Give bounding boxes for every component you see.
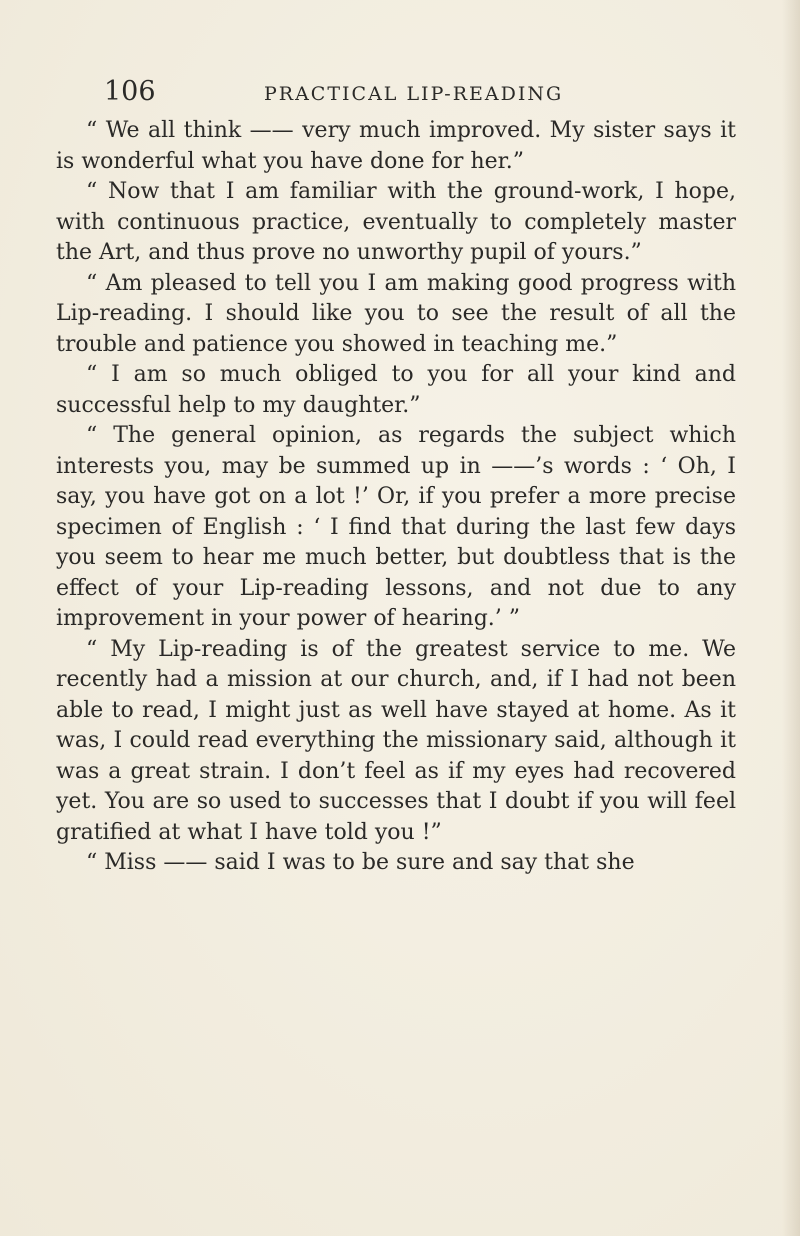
paragraph-6: “ My Lip-reading is of the greatest service to me. We recently had a mission at our church, and, if I had not been able to read, I might just as well have stayed at home. As it was, I could read everything the missionary said, although it was a great strain. I don’t feel as if my eyes had recovered yet. You are so used to successes that I doubt if you will feel gratified at what I have told you !” (56, 636, 736, 845)
page-edge-shadow (782, 0, 800, 1236)
paragraph-5: “ The general opinion, as regards the subject which interests you, may be summed up in ——’s words : ‘ Oh, I say, you have got on a lot !’ Or, if you prefer a more precise specimen of English : ‘ I find that during the last few days you seem to hear me much better, but doubtless that is the effect of your Lip-reading lessons, and not due to any improvement in your power of hearing.’ ” (56, 423, 736, 631)
paragraph-1: “ We all think —— very much improved. My sister says it is wonderful what you have done for her.” (56, 118, 736, 174)
paragraph-2: “ Now that I am familiar with the ground-work, I hope, with continuous practice, eventually to completely master the Art, and thus prove no unworthy pupil of yours.” (56, 179, 736, 265)
paragraph-7: “ Miss —— said I was to be sure and say that she (86, 850, 635, 875)
paragraph-3: “ Am pleased to tell you I am making good progress with Lip-reading. I should like you to see the result of all the trouble and patience you showed in teaching me.” (56, 270, 736, 357)
body-text (56, 116, 736, 879)
paragraph-4: “ I am so much obliged to you for all your kind and successful help to my daughter.” (56, 362, 736, 418)
page-number: 106 (104, 76, 156, 107)
running-head: PRACTICAL LIP-READING (264, 83, 564, 105)
page-header (104, 76, 578, 108)
